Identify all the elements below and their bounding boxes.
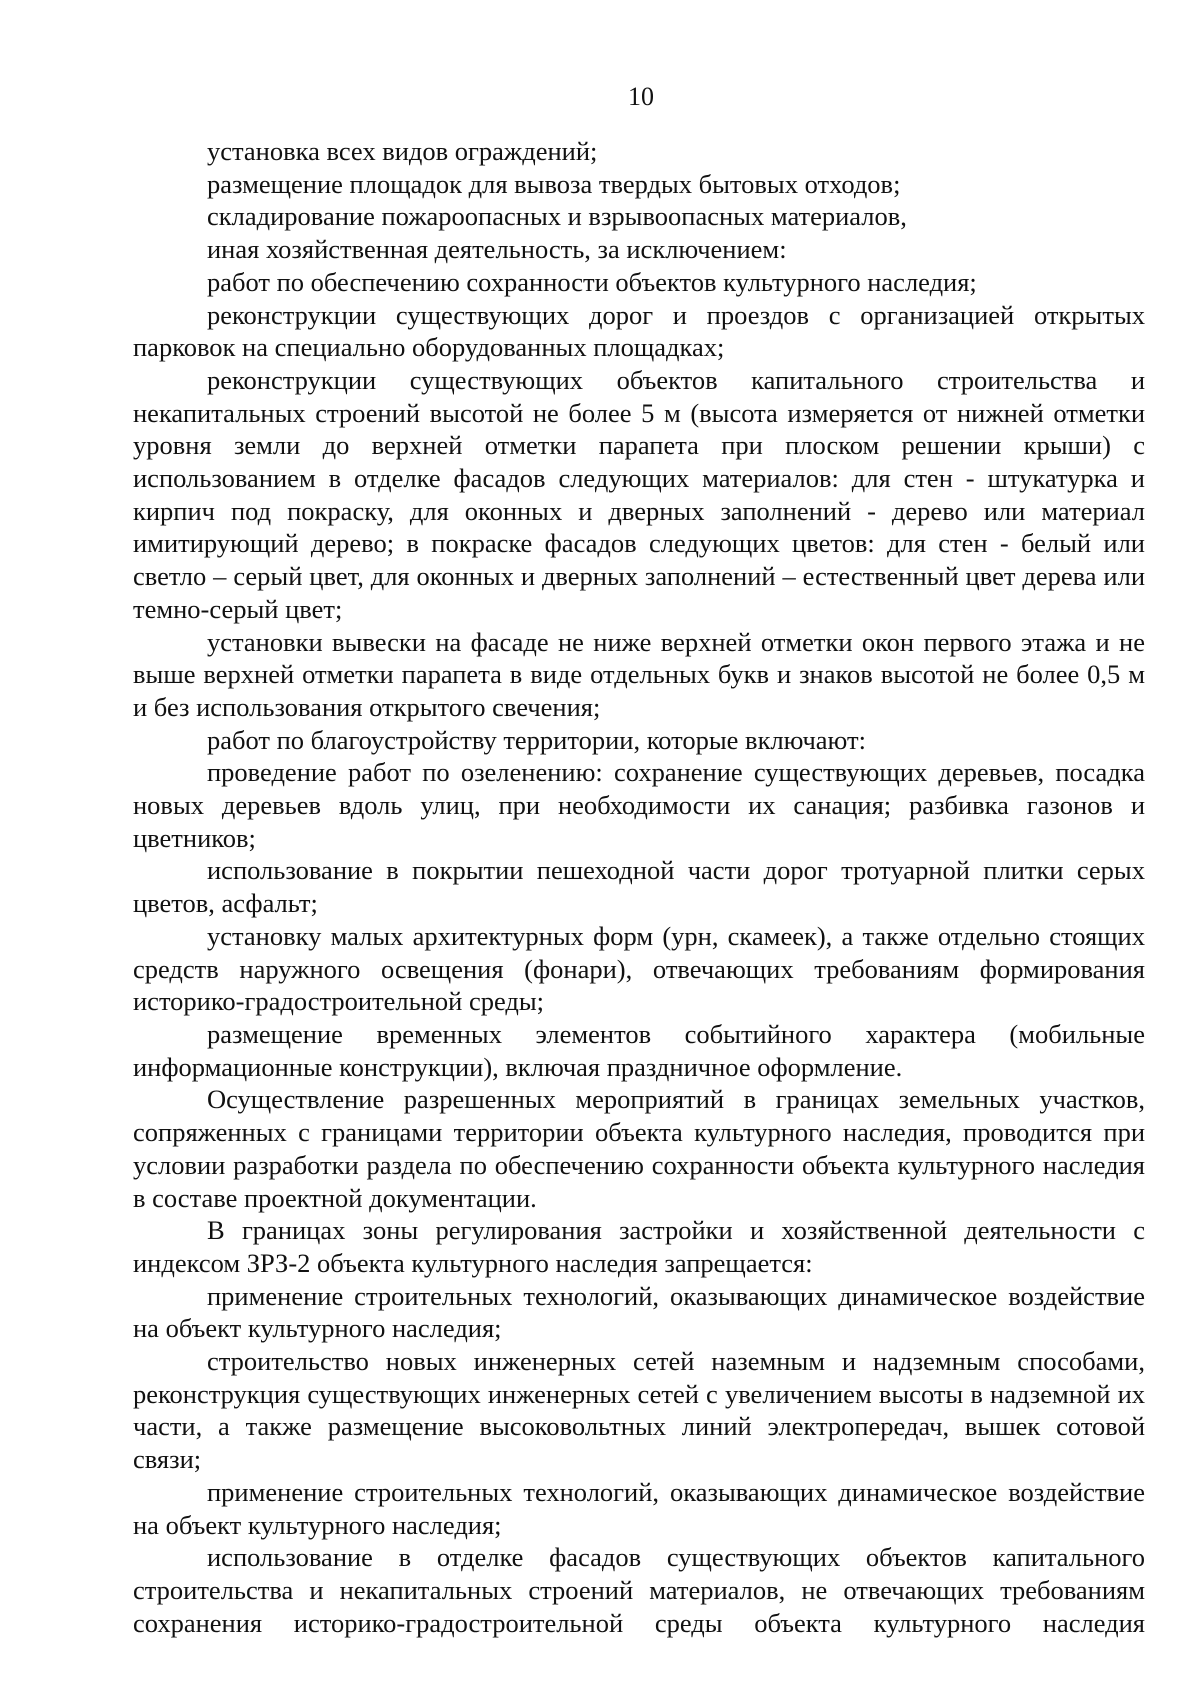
paragraph: строительство новых инженерных сетей наземным и надземным способами, реконструкция существующих инженерных сетей с увеличением высоты в надземной их части, а также размещение высоковольтных линий электропередач, вышек сотовой связи;: [133, 1346, 1145, 1475]
paragraph: проведение работ по озеленению: сохранение существующих деревьев, посадка новых деревьев вдоль улиц, при необходимости их санация; разбивка газонов и цветников;: [133, 757, 1145, 853]
paragraph: установка всех видов ограждений;: [207, 136, 598, 166]
paragraph: размещение площадок для вывоза твердых бытовых отходов;: [207, 168, 901, 199]
paragraph: иная хозяйственная деятельность, за исключением:: [207, 234, 787, 265]
paragraph: Осуществление разрешенных мероприятий в границах земельных участков, сопряженных с границами территории объекта культурного наследия, проводится при условии разработки раздела по обеспечению сохранности объекта культурного наследия в составе проектной документации.: [133, 1084, 1145, 1213]
paragraph: использование в покрытии пешеходной части дорог тротуарной плитки серых цветов, асфальт;: [133, 855, 1145, 919]
paragraph: установки вывески на фасаде не ниже верхней отметки окон первого этажа и не выше верхней отметки парапета в виде отдельных букв и знаков высотой не более 0,5 м и без использования открытого свечения;: [133, 626, 1145, 722]
paragraph: реконструкции существующих объектов капитального строительства и некапитальных строений высотой не более 5 м (высота измеряется от нижней отметки уровня земли до верхней отметки парапета при плоском решении крыши) с использованием в отделке фасадов следующих материалов: для стен - штукатурка и кирпич под покраску, для оконных и дверных заполнений - дерево или материал имитирующий дерево; в покраске фасадов следующих цветов: для стен - белый или светло – серый цвет, для оконных и дверных заполнений – естественный цвет дерева или темно-серый цвет;: [133, 364, 1145, 624]
paragraph: размещение временных элементов событийного характера (мобильные информационные конструкции), включая праздничное оформление.: [133, 1018, 1145, 1082]
paragraph: применение строительных технологий, оказывающих динамическое воздействие на объект культурного наследия;: [133, 1280, 1145, 1344]
paragraph: установку малых архитектурных форм (урн, скамеек), а также отдельно стоящих средств наружного освещения (фонари), отвечающих требованиям формирования историко-градостроительной среды;: [133, 920, 1145, 1017]
paragraph: реконструкции существующих дорог и проездов с организацией открытых парковок на специально оборудованных площадках;: [133, 299, 1145, 363]
paragraph: складирование пожароопасных и взрывоопасных материалов,: [207, 201, 907, 232]
page-number: 10: [628, 82, 654, 111]
document-body: [133, 135, 1145, 1639]
paragraph: использование в отделке фасадов существующих объектов капитального строительства и некапитальных строений материалов, не отвечающих требованиям сохранения историко-градостроительной среды объекта культурного наследия: [133, 1542, 1145, 1638]
paragraph: применение строительных технологий, оказывающих динамическое воздействие на объект культурного наследия;: [133, 1476, 1145, 1540]
paragraph: работ по благоустройству территории, которые включают:: [207, 724, 866, 755]
paragraph: В границах зоны регулирования застройки и хозяйственной деятельности с индексом ЗРЗ-2 объекта культурного наследия запрещается:: [133, 1215, 1145, 1278]
paragraph: работ по обеспечению сохранности объектов культурного наследия;: [207, 266, 977, 297]
